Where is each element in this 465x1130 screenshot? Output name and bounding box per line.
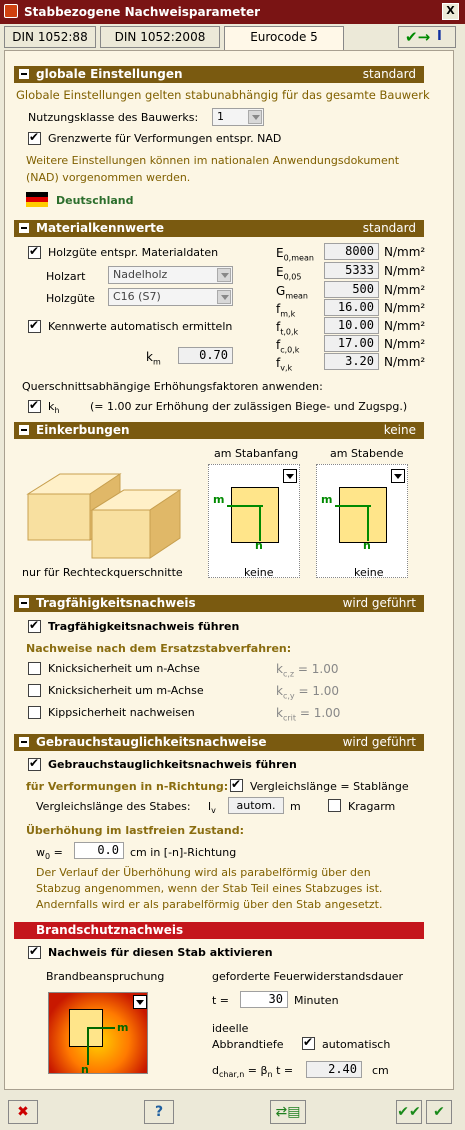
symbol: f — [276, 338, 281, 352]
n-label: n — [81, 1063, 89, 1076]
symbol: k — [276, 706, 283, 720]
param-unit: N/mm² — [384, 245, 426, 259]
select-value: C16 (S7) — [113, 290, 161, 303]
gebrauch-note-3: Andernfalls wird er als parabelförmig über den Stab angesetzt. — [36, 898, 383, 911]
subscript: c,y — [282, 691, 295, 701]
dropdown-icon[interactable] — [133, 995, 147, 1009]
subscript: mean — [285, 291, 308, 301]
symbol: f — [276, 320, 281, 334]
param-unit: N/mm² — [384, 264, 426, 278]
app-icon — [4, 4, 18, 18]
kh-description: (= 1.00 zur Erhöhung der zulässigen Biege- und Zugspg.) — [90, 400, 408, 413]
double-check-icon: ✔✔ — [397, 1104, 421, 1120]
holzguete-material-label: Holzgüte entspr. Materialdaten — [48, 246, 219, 259]
n-label: n — [363, 539, 371, 552]
cancel-button[interactable] — [8, 1100, 38, 1124]
kragarm-checkbox[interactable] — [328, 799, 341, 812]
brand-activate-checkbox[interactable] — [28, 946, 41, 959]
lv-input[interactable]: autom. — [228, 797, 284, 814]
global-description: Globale Einstellungen gelten stabunabhängig für das gesamte Bauwerk — [16, 88, 430, 102]
tab-eurocode5[interactable]: Eurocode 5 — [224, 26, 344, 50]
subscript: c,z — [282, 669, 295, 679]
km-label — [146, 350, 161, 366]
select-value: 1 — [217, 110, 224, 123]
nad-note-1: Weitere Einstellungen können im nationalen Anwendungsdokument — [26, 154, 400, 167]
param-value[interactable]: 10.00 — [324, 317, 379, 334]
ueberhoehung-label: Überhöhung im lastfreien Zustand: — [26, 824, 245, 837]
m-axis-arrow — [335, 505, 371, 507]
symbol: f — [276, 302, 281, 316]
subscript: v,k — [280, 363, 293, 373]
n-axis-arrow — [87, 1027, 89, 1065]
transfer-icon: ⇄▤ — [275, 1104, 301, 1120]
chevron-down-icon — [217, 268, 231, 282]
apply-all-button[interactable] — [396, 1100, 422, 1124]
m-axis-arrow — [87, 1027, 115, 1029]
kh-checkbox[interactable] — [28, 400, 41, 413]
holzart-select[interactable] — [108, 266, 233, 284]
kennwerte-label: Kennwerte automatisch ermitteln — [48, 320, 233, 333]
param-symbol — [276, 246, 314, 262]
vgl-length-label: Vergleichslänge des Stabes: — [36, 800, 191, 813]
ideelle-label: ideelle — [212, 1022, 249, 1035]
section-global[interactable] — [14, 66, 424, 83]
tab-din1052-2008[interactable]: DIN 1052:2008 — [100, 26, 220, 48]
title-bar — [0, 0, 465, 24]
qs-label: Querschnittsabhängige Erhöhungsfaktoren anwenden: — [22, 380, 323, 393]
param-symbol — [276, 302, 295, 318]
subscript: m,k — [280, 309, 296, 319]
nutzungsklasse-label: Nutzungsklasse des Bauwerks: — [28, 111, 199, 124]
trag-run-checkbox[interactable] — [28, 620, 41, 633]
trag-run-label: Tragfähigkeitsnachweis führen — [48, 620, 240, 633]
param-unit: N/mm² — [384, 355, 426, 369]
param-value[interactable]: 16.00 — [324, 299, 379, 316]
param-symbol — [276, 338, 299, 354]
window-title: Stabbezogene Nachweisparameter — [24, 5, 261, 19]
symbol: k — [48, 400, 55, 413]
collapse-icon — [19, 223, 29, 233]
subscript: v — [211, 806, 216, 816]
section-status: keine — [383, 423, 416, 437]
gebrauch-run-label: Gebrauchstauglichkeitsnachweis führen — [48, 758, 297, 771]
m-axis-arrow — [227, 505, 263, 507]
section-title: Gebrauchstauglichkeitsnachweise — [36, 735, 267, 749]
select-value: Nadelholz — [113, 268, 168, 281]
w0-symbol — [36, 846, 63, 861]
section-brandschutz[interactable] — [14, 922, 424, 939]
dchar-formula — [212, 1064, 293, 1079]
verformung-label: für Verformungen in n-Richtung: — [26, 780, 229, 793]
x-icon: ✖ — [17, 1104, 29, 1120]
symbol: k — [276, 684, 283, 698]
section-status: standard — [362, 221, 416, 235]
symbol: w — [36, 846, 45, 859]
nutzungsklasse-select[interactable] — [212, 108, 264, 126]
help-button[interactable] — [144, 1100, 174, 1124]
check-arrow-icon: ✔→ — [405, 28, 431, 46]
fire-exposure-panel[interactable] — [48, 992, 148, 1074]
trag-check-label: Knicksicherheit um n-Achse — [48, 662, 200, 675]
notched-beam-illustration — [20, 458, 200, 568]
param-unit: N/mm² — [384, 301, 426, 315]
kh-label — [48, 400, 59, 415]
times-t: t = — [276, 1064, 294, 1077]
n-axis-arrow — [367, 505, 369, 541]
section-gebrauch[interactable] — [14, 734, 424, 751]
symbol: k — [276, 662, 283, 676]
holzart-label: Holzart — [46, 270, 86, 283]
apply-tabs-button[interactable] — [398, 26, 456, 48]
section-icon: I — [437, 29, 442, 44]
automatisch-checkbox[interactable] — [302, 1037, 315, 1050]
equals: = — [53, 846, 63, 859]
close-button[interactable]: X — [442, 3, 459, 20]
section-title: Tragfähigkeitsnachweis — [36, 596, 196, 610]
collapse-icon — [19, 737, 29, 747]
symbol: G — [276, 284, 286, 298]
lv-symbol — [208, 800, 216, 815]
trag-check-label: Knicksicherheit um m-Achse — [48, 684, 204, 697]
trag-check-factor — [276, 662, 339, 678]
section-material[interactable] — [14, 220, 424, 237]
subscript: t,0,k — [280, 327, 299, 337]
nad-label: Grenzwerte für Verformungen entspr. NAD — [48, 132, 282, 145]
m-label: m — [213, 493, 225, 506]
chevron-down-icon — [248, 110, 262, 124]
dauer-label: geforderte Feuerwiderstandsdauer — [212, 970, 404, 983]
brand-activate-label: Nachweis für diesen Stab aktivieren — [48, 946, 273, 959]
section-title: globale Einstellungen — [36, 67, 183, 81]
tab-din1052-88[interactable]: DIN 1052:88 — [4, 26, 96, 48]
trag-check-factor — [276, 706, 340, 722]
holzguete-checkbox[interactable] — [28, 246, 41, 259]
trag-subhead: Nachweise nach dem Ersatzstabverfahren: — [26, 642, 292, 655]
ok-button[interactable] — [426, 1100, 452, 1124]
section-title: Einkerbungen — [36, 423, 130, 437]
param-symbol — [276, 265, 301, 281]
subscript: m — [152, 357, 161, 367]
equals-beta: = β — [247, 1064, 268, 1077]
chevron-down-icon — [217, 290, 231, 304]
notch-note: nur für Rechteckquerschnitte — [22, 566, 183, 579]
dchar-unit: cm — [372, 1064, 389, 1077]
trag-check-label: Kippsicherheit nachweisen — [48, 706, 195, 719]
factor-value: = 1.00 — [297, 662, 339, 676]
kragarm-label: Kragarm — [348, 800, 396, 813]
cross-section — [339, 487, 387, 543]
symbol: f — [276, 356, 281, 370]
section-tragfaehigkeit[interactable] — [14, 595, 424, 612]
transfer-button[interactable] — [270, 1100, 306, 1124]
cross-section — [231, 487, 279, 543]
holzguete-label: Holzgüte — [46, 292, 95, 305]
vgl-checkbox[interactable] — [230, 779, 243, 792]
param-symbol — [276, 356, 292, 372]
w0-unit: cm in [-n]-Richtung — [130, 846, 237, 859]
trag-check-checkbox[interactable] — [28, 684, 41, 697]
notch-start-panel[interactable] — [208, 464, 300, 578]
param-symbol — [276, 284, 308, 300]
notch-start-value: keine — [244, 566, 274, 579]
notch-end-label: am Stabende — [330, 447, 404, 460]
subscript: c,0,k — [280, 345, 300, 355]
section-einkerbungen[interactable] — [14, 422, 424, 439]
check-icon: ✔ — [433, 1104, 445, 1120]
symbol: E — [276, 246, 284, 260]
subscript: h — [54, 406, 60, 416]
trag-check-checkbox[interactable] — [28, 662, 41, 675]
dropdown-icon[interactable] — [391, 469, 405, 483]
param-unit: N/mm² — [384, 337, 426, 351]
section-title: Materialkennwerte — [36, 221, 165, 235]
notch-end-panel[interactable] — [316, 464, 408, 578]
dropdown-icon[interactable] — [283, 469, 297, 483]
t-unit: Minuten — [294, 994, 339, 1007]
lv-unit: m — [290, 800, 301, 813]
param-symbol — [276, 320, 298, 336]
gebrauch-note-2: Stabzug angenommen, wenn der Stab Teil eines Stabzuges ist. — [36, 882, 383, 895]
symbol: E — [276, 265, 284, 279]
subscript: 0,05 — [283, 272, 302, 282]
section-status: wird geführt — [342, 735, 416, 749]
symbol: l — [208, 800, 212, 813]
section-status: wird geführt — [342, 596, 416, 610]
subscript: char,n — [218, 1070, 245, 1080]
param-value[interactable]: 8000 — [324, 243, 379, 260]
param-value[interactable]: 5333 — [324, 262, 379, 279]
automatisch-label: automatisch — [322, 1038, 391, 1051]
collapse-icon — [19, 425, 29, 435]
gebrauch-note-1: Der Verlauf der Überhöhung wird als parabelförmig über den — [36, 866, 371, 879]
help-icon: ? — [154, 1104, 164, 1120]
subscript: 0,mean — [283, 253, 314, 263]
collapse-icon — [19, 598, 29, 608]
kennwerte-checkbox[interactable] — [28, 320, 41, 333]
n-axis-arrow — [259, 505, 261, 541]
gebrauch-run-checkbox[interactable] — [28, 758, 41, 771]
germany-flag-icon — [26, 192, 48, 207]
dchar-input[interactable]: 2.40 — [306, 1061, 362, 1078]
trag-check-factor — [276, 684, 339, 700]
section-status: standard — [362, 67, 416, 81]
m-label: m — [321, 493, 333, 506]
trag-check-checkbox[interactable] — [28, 706, 41, 719]
factor-value: = 1.00 — [299, 706, 341, 720]
param-unit: N/mm² — [384, 283, 426, 297]
symbol: d — [212, 1064, 219, 1077]
m-label: m — [117, 1021, 129, 1034]
w0-input[interactable]: 0.0 — [74, 842, 124, 859]
param-unit: N/mm² — [384, 319, 426, 333]
param-value[interactable]: 3.20 — [324, 353, 379, 370]
t-input[interactable]: 30 — [240, 991, 288, 1008]
notch-end-value: keine — [354, 566, 384, 579]
km-input[interactable]: 0.70 — [178, 347, 233, 364]
factor-value: = 1.00 — [298, 684, 340, 698]
subscript: n — [267, 1070, 273, 1080]
nad-checkbox[interactable] — [28, 132, 41, 145]
subscript: crit — [282, 713, 296, 723]
symbol: k — [146, 350, 153, 364]
section-title: Brandschutznachweis — [36, 923, 184, 937]
notch-start-label: am Stabanfang — [214, 447, 299, 460]
abbrandtiefe-label: Abbrandtiefe — [212, 1038, 284, 1051]
t-label: t = — [212, 994, 230, 1007]
param-value[interactable]: 500 — [324, 281, 379, 298]
collapse-icon — [19, 69, 29, 79]
n-label: n — [255, 539, 263, 552]
country-label: Deutschland — [56, 194, 134, 207]
vgl-label: Vergleichslänge = Stablänge — [250, 780, 409, 793]
subscript: 0 — [45, 852, 51, 862]
nad-note-2: (NAD) vorgenommen werden. — [26, 171, 191, 184]
param-value[interactable]: 17.00 — [324, 335, 379, 352]
holzguete-select[interactable] — [108, 288, 233, 306]
brandbeanspruchung-label: Brandbeanspruchung — [46, 970, 165, 983]
